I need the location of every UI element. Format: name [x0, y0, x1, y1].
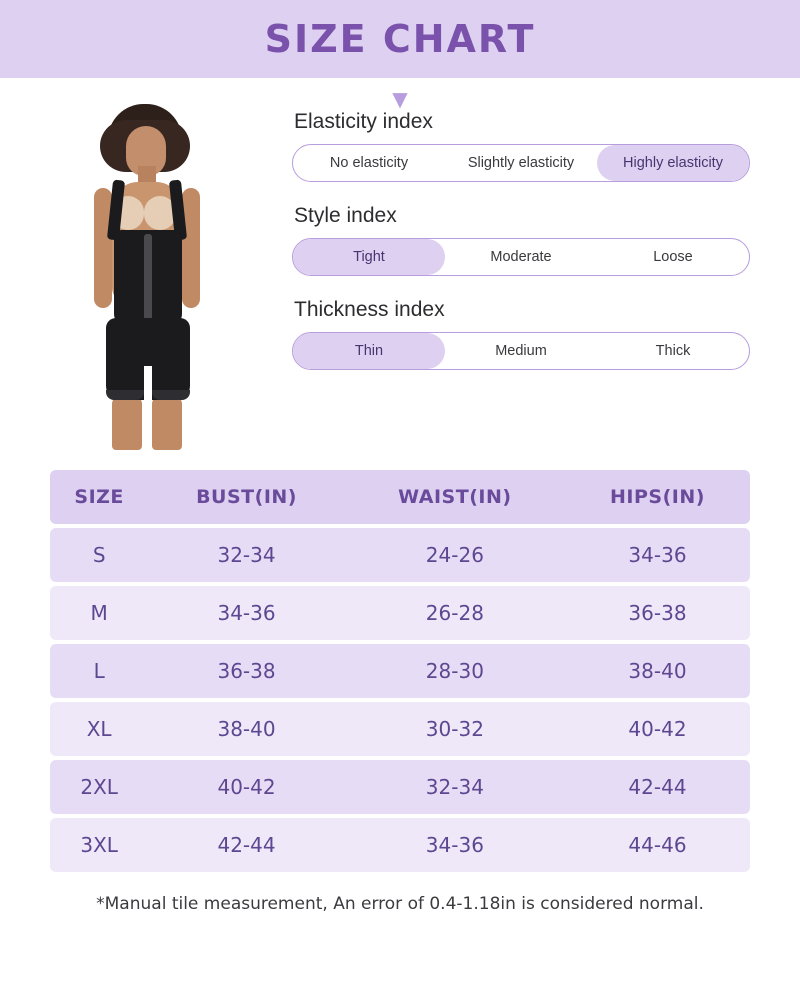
style-index-block [292, 204, 750, 276]
elasticity-index-block [292, 110, 750, 182]
thickness-option-thick[interactable]: Thick [655, 343, 691, 359]
elasticity-index-title: Elasticity index [294, 110, 433, 133]
size-table-header [50, 470, 750, 524]
table-row [50, 702, 750, 756]
cell-size: L [50, 644, 148, 698]
page-header [0, 0, 800, 78]
product-image [0, 100, 292, 458]
column-header-size: SIZE [50, 470, 148, 524]
table-row [50, 586, 750, 640]
column-header-waist: WAIST(IN) [345, 470, 565, 524]
cell-bust: 42-44 [148, 818, 344, 872]
table-row [50, 760, 750, 814]
cell-hips: 36-38 [565, 586, 750, 640]
elasticity-option-slightly[interactable]: Slightly elasticity [467, 155, 575, 171]
style-option-loose[interactable]: Loose [653, 249, 693, 265]
cell-waist: 34-36 [345, 818, 565, 872]
garment-lace-right [152, 390, 190, 400]
cell-hips: 40-42 [565, 702, 750, 756]
thickness-option-medium[interactable]: Medium [495, 343, 547, 359]
garment-lace-left [106, 390, 144, 400]
cell-hips: 34-36 [565, 528, 750, 582]
page-title: SIZE CHART [264, 17, 536, 61]
column-header-hips: HIPS(IN) [565, 470, 750, 524]
cell-size: XL [50, 702, 148, 756]
thickness-index-options [292, 332, 750, 370]
size-table-body [50, 528, 750, 872]
table-header-row [50, 470, 750, 524]
elasticity-option-highly[interactable]: Highly elasticity [597, 145, 749, 181]
style-option-moderate[interactable]: Moderate [490, 249, 552, 265]
cell-size: M [50, 586, 148, 640]
cell-bust: 38-40 [148, 702, 344, 756]
model-right-leg [152, 396, 182, 450]
thickness-index-block [292, 298, 750, 370]
cell-bust: 34-36 [148, 586, 344, 640]
measurement-footnote: *Manual tile measurement, An error of 0.4-1.18in is considered normal. [96, 894, 704, 914]
chevron-down-icon: ▼ [387, 84, 413, 114]
model-illustration [56, 104, 236, 449]
thickness-option-thin[interactable]: Thin [293, 333, 445, 369]
leg-gap [144, 366, 152, 402]
style-index-options [292, 238, 750, 276]
cell-waist: 32-34 [345, 760, 565, 814]
thickness-index-title: Thickness index [294, 298, 445, 321]
cell-size: 3XL [50, 818, 148, 872]
elasticity-option-no[interactable]: No elasticity [329, 155, 409, 171]
cell-bust: 32-34 [148, 528, 344, 582]
cell-waist: 28-30 [345, 644, 565, 698]
style-index-title: Style index [294, 204, 397, 227]
cell-size: 2XL [50, 760, 148, 814]
cell-waist: 24-26 [345, 528, 565, 582]
cell-hips: 44-46 [565, 818, 750, 872]
model-left-leg [112, 396, 142, 450]
table-row [50, 644, 750, 698]
cell-bust: 36-38 [148, 644, 344, 698]
column-header-bust: BUST(IN) [148, 470, 344, 524]
size-table [50, 466, 750, 876]
index-list [292, 100, 800, 458]
cell-hips: 42-44 [565, 760, 750, 814]
cell-bust: 40-42 [148, 760, 344, 814]
cell-size: S [50, 528, 148, 582]
table-row [50, 818, 750, 872]
style-option-tight[interactable]: Tight [293, 239, 445, 275]
cell-hips: 38-40 [565, 644, 750, 698]
elasticity-index-options [292, 144, 750, 182]
table-row [50, 528, 750, 582]
model-right-arm [182, 188, 200, 308]
cell-waist: 30-32 [345, 702, 565, 756]
top-section [0, 78, 800, 458]
cell-waist: 26-28 [345, 586, 565, 640]
garment-hook-column [144, 234, 152, 320]
